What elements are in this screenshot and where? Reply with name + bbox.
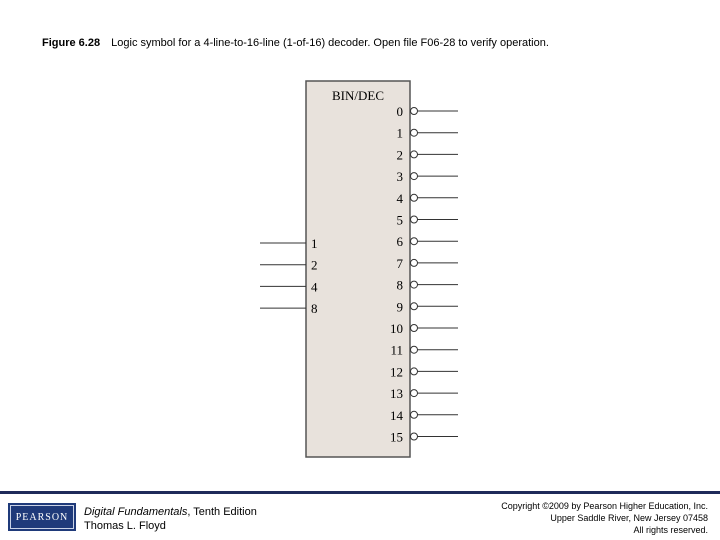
inversion-bubble [411,346,418,353]
book-info [84,505,257,533]
input-label: 8 [311,301,318,317]
output-label: 1 [396,125,403,141]
copyright-notice [501,500,708,536]
output-label: 7 [396,255,403,271]
inversion-bubble [411,194,418,201]
block-label: BIN/DEC [332,88,384,103]
inversion-bubble [411,325,418,332]
output-label: 0 [396,104,403,119]
inversion-bubble [411,238,418,245]
inversion-bubble [411,281,418,288]
output-label: 14 [390,407,403,423]
book-author: Thomas L. Floyd [84,520,166,532]
pearson-logo: PEARSON [10,505,74,529]
output-label: 4 [396,190,403,206]
output-label: 5 [396,212,403,228]
inversion-bubble [411,411,418,418]
book-edition: , Tenth Edition [187,506,257,518]
output-label: 8 [396,277,403,293]
figure-caption-text: Logic symbol for a 4-line-to-16-line (1-of-16) decoder. Open file F06-28 to verify operation. [111,37,549,49]
output-label: 2 [396,147,403,163]
copyright-line-1: Copyright ©2009 by Pearson Higher Education, Inc. [501,501,708,511]
output-label: 15 [390,429,403,445]
inversion-bubble [411,303,418,310]
inversion-bubble [411,368,418,375]
inversion-bubble [411,259,418,266]
output-label: 12 [390,364,403,380]
copyright-line-3: All rights reserved. [633,525,708,535]
copyright-line-2: Upper Saddle River, New Jersey 07458 [550,513,708,523]
figure-label: Figure 6.28 [42,37,101,49]
inversion-bubble [411,173,418,180]
output-label: 3 [396,169,403,185]
inversion-bubble [411,151,418,158]
output-label: 6 [396,234,403,250]
output-label: 9 [396,299,403,315]
footer-rule [0,491,720,494]
output-label: 10 [390,321,403,336]
inversion-bubble [411,433,418,440]
input-label: 4 [311,279,318,295]
input-label: 1 [311,236,318,251]
output-label: 11 [390,342,403,358]
inversion-bubble [411,390,418,397]
book-title: Digital Fundamentals [84,506,188,518]
input-label: 2 [311,257,318,273]
output-label: 13 [390,386,403,402]
inversion-bubble [411,129,418,136]
inversion-bubble [411,108,418,115]
inversion-bubble [411,216,418,223]
